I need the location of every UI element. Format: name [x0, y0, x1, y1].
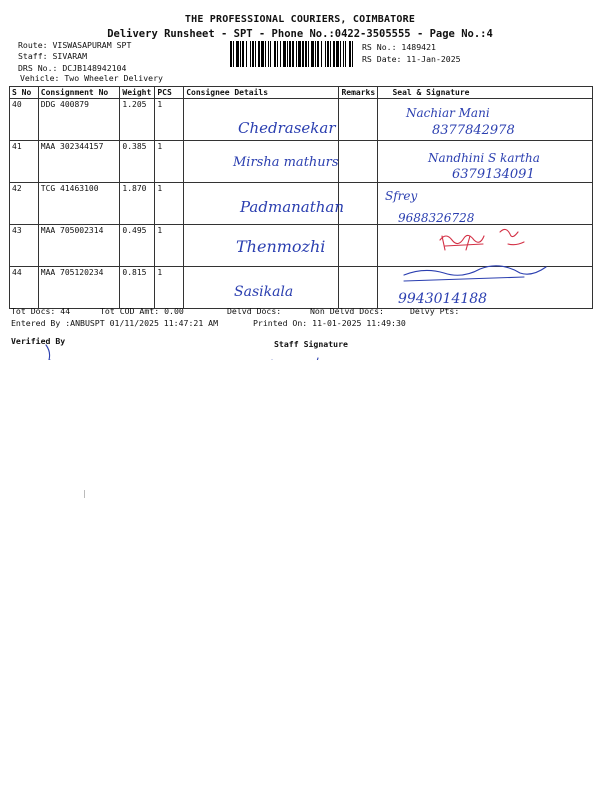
drs-number: DRS No.: DCJB148942104 [18, 63, 127, 73]
handwritten-name: Chedrasekar [238, 119, 336, 137]
verified-by-label: Verified By [11, 336, 66, 346]
handwritten-signature: Nandhini S kartha [428, 151, 540, 165]
col-consignee-details: Consignee Details [184, 87, 339, 99]
cell-consignment: MAA 705002314 [38, 225, 120, 267]
staff-label: Staff: SIVARAM [18, 51, 88, 61]
verifier-signature [38, 345, 62, 360]
col-pcs: PCS [155, 87, 184, 99]
cell-consignment: MAA 302344157 [38, 141, 120, 183]
handwritten-phone: 6379134091 [452, 167, 535, 182]
cell-pcs: 1 [155, 99, 184, 141]
cell-pcs: 1 [155, 267, 184, 309]
tot-docs: Tot Docs: 44 [11, 306, 71, 316]
col-seal-signature: Seal & Signature [378, 87, 593, 99]
col-remarks: Remarks [339, 87, 378, 99]
cell-sno: 41 [10, 141, 39, 183]
route-label: Route: VISWASAPURAM SPT [18, 40, 132, 50]
cell-pcs: 1 [155, 183, 184, 225]
handwritten-name: Mirsha mathurs [233, 155, 339, 170]
cell-weight: 1.870 [120, 183, 155, 225]
cell-weight: 0.815 [120, 267, 155, 309]
handwritten-signature: Nachiar Mani [406, 106, 490, 120]
cell-sno: 43 [10, 225, 39, 267]
col-consignment-no: Consignment No [38, 87, 120, 99]
cell-sno: 42 [10, 183, 39, 225]
cell-sno: 44 [10, 267, 39, 309]
cell-sno: 40 [10, 99, 39, 141]
cell-consignment: DDG 400879 [38, 99, 120, 141]
delvd-docs: Delvd Docs: [227, 306, 282, 316]
handwritten-phone: 8377842978 [432, 123, 515, 138]
handwritten-name: Sasikala [234, 284, 294, 300]
rs-number: RS No.: 1489421 [362, 42, 436, 52]
company-name: THE PROFESSIONAL COURIERS, COIMBATORE [184, 14, 416, 25]
staff-signature-mark [258, 358, 386, 360]
handwritten-phone: 9688326728 [398, 211, 475, 225]
vehicle-label: Vehicle: Two Wheeler Delivery [20, 73, 163, 83]
handwritten-signature: Sfrey [385, 189, 418, 203]
handwritten-name: Padmanathan [240, 198, 345, 216]
col-weight: Weight [120, 87, 155, 99]
cell-pcs: 1 [155, 141, 184, 183]
cell-weight: 1.205 [120, 99, 155, 141]
non-delvd-docs: Non Delvd Docs: [310, 306, 384, 316]
printed-on: Printed On: 11-01-2025 11:49:30 [253, 318, 406, 328]
cell-consignment: TCG 41463100 [38, 183, 120, 225]
staff-signature-label: Staff Signature [274, 339, 348, 349]
cell-pcs: 1 [155, 225, 184, 267]
scan-speck [84, 490, 85, 498]
col-sno: S No [10, 87, 39, 99]
struck-signature [404, 266, 546, 281]
entered-by: Entered By :ANBUSPT 01/11/2025 11:47:21 AM [11, 318, 219, 328]
handwritten-phone: 9943014188 [398, 291, 488, 307]
rs-date: RS Date: 11-Jan-2025 [362, 54, 461, 64]
cell-weight: 0.385 [120, 141, 155, 183]
handwritten-name: Thenmozhi [236, 237, 326, 256]
red-stamp-signature [440, 229, 524, 250]
handwriting-layer [0, 0, 600, 360]
delvy-pts: Delvy Pts: [410, 306, 460, 316]
runsheet-title: Delivery Runsheet - SPT - Phone No.:0422-3505555 - Page No.:4 [107, 28, 493, 40]
cell-consignment: MAA 705120234 [38, 267, 120, 309]
cell-weight: 0.495 [120, 225, 155, 267]
tot-cod-amt: Tot COD Amt: 0.00 [100, 306, 184, 316]
